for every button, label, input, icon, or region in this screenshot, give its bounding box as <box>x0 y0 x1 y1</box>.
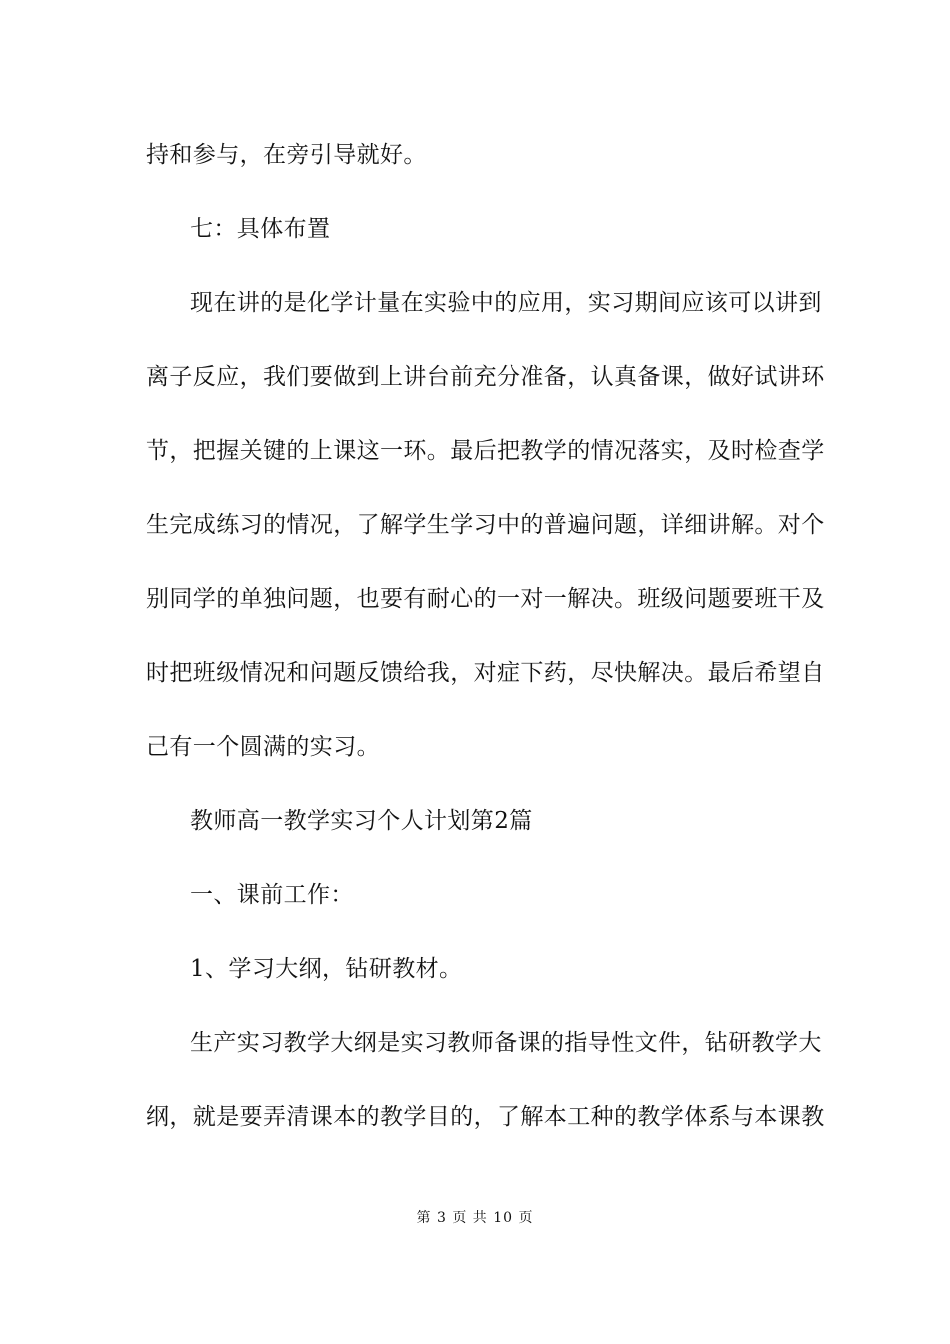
text-line: 己有一个圆满的实习。 <box>146 734 380 760</box>
page-footer <box>0 1208 950 1228</box>
text-line: 现在讲的是化学计量在实验中的应用，实习期间应该可以讲到 <box>190 290 822 316</box>
footer-current-page: 3 <box>436 1210 447 1226</box>
text-line: 纲，就是要弄清课本的教学目的，了解本工种的教学体系与本课教 <box>146 1104 825 1130</box>
footer-total-pages: 10 <box>493 1210 514 1226</box>
text-line: 生产实习教学大纲是实习教师备课的指导性文件，钻研教学大 <box>190 1030 822 1056</box>
article-title: 教师高一教学实习个人计划第2篇 <box>190 808 533 834</box>
section-heading: 七：具体布置 <box>190 216 331 242</box>
section-heading: 一、课前工作： <box>190 882 354 908</box>
footer-suffix: 页 <box>518 1210 534 1226</box>
footer-prefix: 第 <box>416 1210 432 1226</box>
text-line: 生完成练习的情况，了解学生学习中的普遍问题，详细讲解。对个 <box>146 512 825 538</box>
footer-middle: 页 共 <box>452 1210 488 1226</box>
text-line: 别同学的单独问题，也要有耐心的一对一解决。班级问题要班干及 <box>146 586 825 612</box>
text-line: 离子反应，我们要做到上讲台前充分准备，认真备课，做好试讲环 <box>146 364 825 390</box>
text-line: 节，把握关键的上课这一环。最后把教学的情况落实，及时检查学 <box>146 438 825 464</box>
subsection-heading: 1、学习大纲，钻研教材。 <box>190 956 463 982</box>
text-line: 持和参与，在旁引导就好。 <box>146 142 427 168</box>
text-line: 时把班级情况和问题反馈给我，对症下药，尽快解决。最后希望自 <box>146 660 825 686</box>
